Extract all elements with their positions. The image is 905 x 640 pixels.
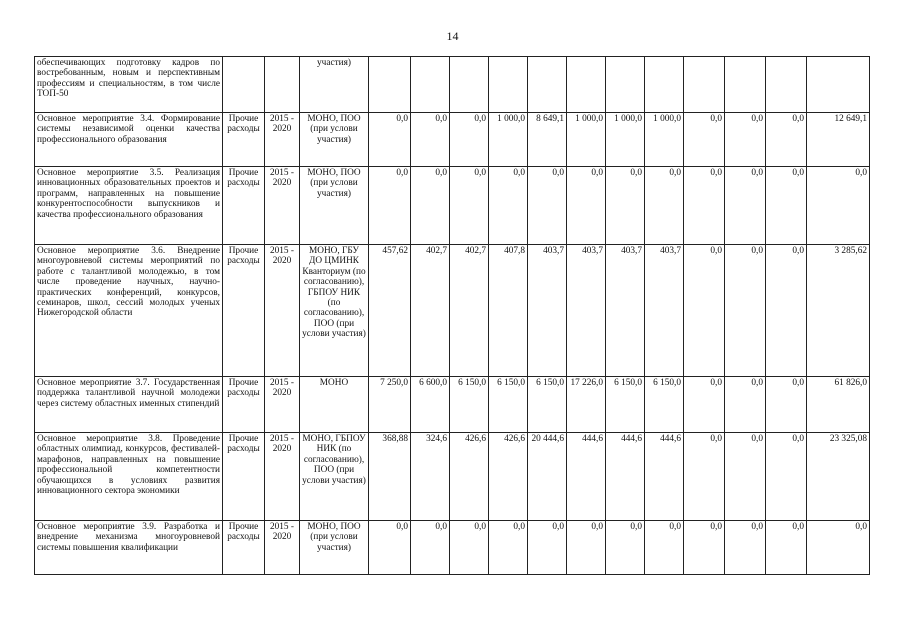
source-cell (223, 57, 265, 113)
value-cell: 1 000,0 (645, 113, 684, 167)
executor: участия) (317, 58, 351, 68)
value-cell (766, 57, 807, 113)
value-cell: 324,6 (411, 433, 450, 521)
value-cell: 0,0 (766, 521, 807, 575)
table-row (35, 521, 870, 575)
page-number: 14 (446, 29, 459, 43)
event-name: Основное мероприятие 3.4. Формирование системы независимой оценки качества профессионального образования (37, 114, 220, 145)
value-cell: 0,0 (369, 521, 411, 575)
budget-table (34, 56, 870, 575)
period: 2015 - 2020 (269, 114, 294, 135)
executor-cell (300, 113, 369, 167)
value-cell: 0,0 (450, 521, 489, 575)
value-cell: 0,0 (411, 167, 450, 245)
total-cell: 0,0 (807, 521, 870, 575)
value-cell: 0,0 (766, 377, 807, 433)
value-cell: 0,0 (489, 521, 528, 575)
funding-source: Прочие расходы (227, 168, 260, 189)
value-cell (725, 57, 766, 113)
event-name-cell (35, 113, 223, 167)
value-cell: 0,0 (369, 113, 411, 167)
table-body (35, 57, 870, 575)
period: 2015 - 2020 (269, 522, 294, 543)
value-cell: 8 649,1 (528, 113, 567, 167)
value-cell: 0,0 (725, 521, 766, 575)
value-cell (567, 57, 606, 113)
value-cell: 426,6 (489, 433, 528, 521)
value-cell (411, 57, 450, 113)
source-cell (223, 167, 265, 245)
event-name-cell (35, 377, 223, 433)
event-name: Основное мероприятие 3.6. Внедрение многоуровневой системы мероприятий по работе с талантливой молодежью, в том числе проведение научных, научно-практических конференций, конкурсов, семинаров, школ, сессий молодых ученых Нижегородской области (37, 246, 220, 319)
value-cell: 0,0 (567, 167, 606, 245)
value-cell (645, 57, 684, 113)
period-cell (265, 377, 300, 433)
value-cell: 6 150,0 (450, 377, 489, 433)
value-cell: 0,0 (684, 521, 725, 575)
value-cell: 403,7 (645, 245, 684, 377)
value-cell (450, 57, 489, 113)
value-cell (369, 57, 411, 113)
event-name-cell (35, 433, 223, 521)
period: 2015 - 2020 (269, 168, 294, 189)
table-row (35, 245, 870, 377)
value-cell: 6 150,0 (645, 377, 684, 433)
value-cell: 0,0 (528, 521, 567, 575)
value-cell: 444,6 (606, 433, 645, 521)
event-name-cell (35, 521, 223, 575)
value-cell: 6 150,0 (489, 377, 528, 433)
table-row (35, 433, 870, 521)
value-cell: 0,0 (766, 113, 807, 167)
value-cell: 0,0 (645, 167, 684, 245)
total-cell: 12 649,1 (807, 113, 870, 167)
value-cell: 0,0 (450, 113, 489, 167)
event-name-cell (35, 245, 223, 377)
executor-cell (300, 167, 369, 245)
value-cell: 0,0 (725, 433, 766, 521)
event-name: Основное мероприятие 3.8. Проведение областных олимпиад, конкурсов, фестивалей-марафонов, направленных на повышение профессиональной компетентности обучающихся в условиях развития инновационного сектора экономики (37, 434, 220, 497)
value-cell: 0,0 (766, 245, 807, 377)
value-cell: 0,0 (645, 521, 684, 575)
value-cell: 0,0 (567, 521, 606, 575)
funding-source: Прочие расходы (227, 246, 260, 267)
value-cell: 1 000,0 (606, 113, 645, 167)
value-cell: 0,0 (766, 433, 807, 521)
period-cell (265, 245, 300, 377)
funding-source: Прочие расходы (227, 114, 260, 135)
total-cell: 0,0 (807, 167, 870, 245)
funding-source: Прочие расходы (227, 434, 260, 455)
executor-cell (300, 377, 369, 433)
event-name-cell (35, 167, 223, 245)
period: 2015 - 2020 (269, 434, 294, 455)
source-cell (223, 113, 265, 167)
value-cell: 0,0 (684, 377, 725, 433)
period-cell (265, 521, 300, 575)
source-cell (223, 377, 265, 433)
value-cell: 0,0 (684, 245, 725, 377)
executor: МОНО, ПОО (при услови участия) (307, 114, 361, 145)
value-cell: 1 000,0 (489, 113, 528, 167)
event-name: Основное мероприятие 3.9. Разработка и внедрение механизма многоуровневой системы повышения квалификации (37, 522, 220, 553)
value-cell: 0,0 (725, 245, 766, 377)
value-cell: 403,7 (528, 245, 567, 377)
value-cell: 0,0 (411, 521, 450, 575)
funding-source: Прочие расходы (227, 522, 260, 543)
period-cell (265, 167, 300, 245)
value-cell: 1 000,0 (567, 113, 606, 167)
value-cell: 6 150,0 (606, 377, 645, 433)
executor-cell (300, 57, 369, 113)
period-cell (265, 113, 300, 167)
value-cell: 426,6 (450, 433, 489, 521)
value-cell: 0,0 (450, 167, 489, 245)
value-cell: 0,0 (369, 167, 411, 245)
value-cell: 403,7 (606, 245, 645, 377)
period-cell (265, 433, 300, 521)
value-cell: 20 444,6 (528, 433, 567, 521)
source-cell (223, 521, 265, 575)
value-cell: 407,8 (489, 245, 528, 377)
value-cell: 0,0 (725, 377, 766, 433)
value-cell: 402,7 (450, 245, 489, 377)
executor: МОНО, ГБУ ДО ЦМИНК Кванториум (по согласованию), ГБПОУ НИК (по согласованию), ПОО (при услови участия) (302, 246, 366, 340)
table-row (35, 113, 870, 167)
total-cell: 23 325,08 (807, 433, 870, 521)
executor: МОНО (319, 378, 349, 388)
total-cell: 3 285,62 (807, 245, 870, 377)
funding-source: Прочие расходы (227, 378, 260, 399)
value-cell (528, 57, 567, 113)
value-cell (606, 57, 645, 113)
value-cell: 403,7 (567, 245, 606, 377)
table-row (35, 167, 870, 245)
total-cell: 61 826,0 (807, 377, 870, 433)
table-row (35, 377, 870, 433)
event-name: Основное мероприятие 3.7. Государственная поддержка талантливой научной молодежи через систему областных именных стипендий (37, 378, 220, 409)
event-name-cell (35, 57, 223, 113)
value-cell: 0,0 (528, 167, 567, 245)
executor-cell (300, 433, 369, 521)
period: 2015 - 2020 (269, 246, 294, 267)
value-cell: 0,0 (684, 433, 725, 521)
value-cell: 457,62 (369, 245, 411, 377)
value-cell: 7 250,0 (369, 377, 411, 433)
period: 2015 - 2020 (269, 378, 294, 399)
value-cell: 0,0 (489, 167, 528, 245)
value-cell: 0,0 (684, 113, 725, 167)
value-cell (489, 57, 528, 113)
executor: МОНО, ГБПОУ НИК (по согласованию), ПОО (при услови участия) (302, 434, 366, 486)
event-name: Основное мероприятие 3.5. Реализация инновационных образовательных проектов и программ, направленных на повышение конкурентоспособности выпускников и качества профессионального образования (37, 168, 220, 220)
executor-cell (300, 245, 369, 377)
executor: МОНО, ПОО (при услови участия) (307, 522, 361, 553)
executor-cell (300, 521, 369, 575)
value-cell: 0,0 (684, 167, 725, 245)
value-cell: 17 226,0 (567, 377, 606, 433)
value-cell: 0,0 (725, 113, 766, 167)
value-cell: 368,88 (369, 433, 411, 521)
value-cell: 0,0 (606, 167, 645, 245)
value-cell: 0,0 (606, 521, 645, 575)
value-cell: 0,0 (766, 167, 807, 245)
event-name: обеспечивающих подготовку кадров по востребованным, новым и перспективным профессиям и специальностям, в том числе ТОП-50 (37, 58, 220, 100)
source-cell (223, 433, 265, 521)
value-cell: 0,0 (411, 113, 450, 167)
value-cell: 402,7 (411, 245, 450, 377)
value-cell: 444,6 (567, 433, 606, 521)
value-cell: 6 150,0 (528, 377, 567, 433)
value-cell: 0,0 (725, 167, 766, 245)
source-cell (223, 245, 265, 377)
value-cell: 6 600,0 (411, 377, 450, 433)
value-cell: 444,6 (645, 433, 684, 521)
executor: МОНО, ПОО (при услови участия) (307, 168, 361, 199)
table-row (35, 57, 870, 113)
value-cell (684, 57, 725, 113)
period-cell (265, 57, 300, 113)
total-cell (807, 57, 870, 113)
